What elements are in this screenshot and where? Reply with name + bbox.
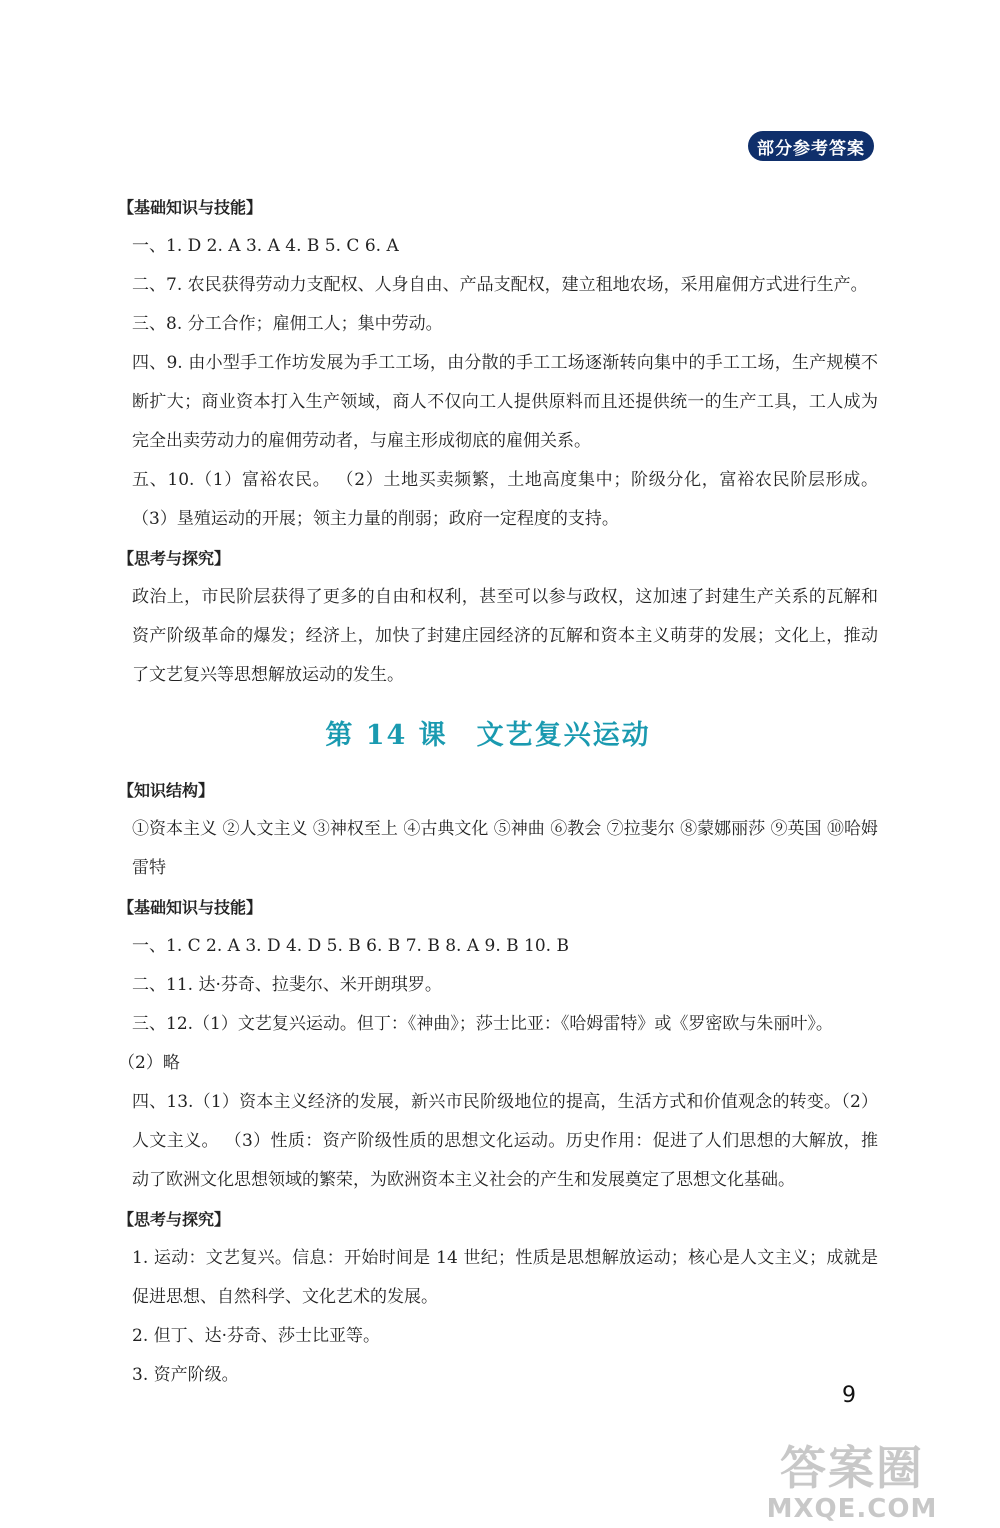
- section-heading: 【思考与探究】: [118, 1210, 231, 1229]
- page-number: 9: [842, 1383, 856, 1408]
- answer-paragraph: 四、9. 由小型手工作坊发展为手工工场，由分散的手工工场逐渐转向集中的手工工场，生产规模不断扩大；商业资本打入生产领域，商人不仅向工人提供原料而且还提供统一的生产工具，工人成为完全出卖劳动力的雇佣劳动者，与雇主形成彻底的雇佣关系。: [132, 353, 878, 451]
- section-heading: 【知识结构】: [118, 781, 215, 800]
- section-heading: 【基础知识与技能】: [118, 898, 263, 917]
- watermark-glyphs: 答案圈: [780, 1441, 924, 1495]
- answer-line: 二、7. 农民获得劳动力支配权、人身自由、产品支配权，建立租地农场，采用雇佣方式进行生产。: [132, 275, 868, 295]
- answer-paragraph: 五、10.（1）富裕农民。 （2）土地买卖频繁，土地高度集中；阶级分化，富裕农民阶层形成。 （3）垦殖运动的开展；领主力量的削弱；政府一定程度的支持。: [132, 470, 878, 529]
- answer-line: 一、1. C 2. A 3. D 4. D 5. B 6. B 7. B 8. A 9. B 10. B: [132, 936, 569, 956]
- answer-line: 三、12.（1）文艺复兴运动。但丁：《神曲》；莎士比亚：《哈姆雷特》或《罗密欧与朱丽叶》。: [132, 1014, 833, 1034]
- section-heading: 【基础知识与技能】: [118, 198, 263, 217]
- answer-paragraph: 1. 运动：文艺复兴。信息：开始时间是 14 世纪；性质是思想解放运动；核心是人文主义；成就是促进思想、自然科学、文化艺术的发展。: [132, 1248, 878, 1307]
- watermark-url: MXQE.COM: [766, 1494, 938, 1524]
- answer-line: 一、1. D 2. A 3. A 4. B 5. C 6. A: [132, 236, 399, 256]
- answer-line: 3. 资产阶级。: [132, 1365, 239, 1385]
- answer-line: 三、8. 分工合作；雇佣工人；集中劳动。: [132, 314, 443, 334]
- answer-line: 二、11. 达·芬奇、拉斐尔、米开朗琪罗。: [132, 975, 442, 995]
- answer-paragraph: ①资本主义 ②人文主义 ③神权至上 ④古典文化 ⑤神曲 ⑥教会 ⑦拉斐尔 ⑧蒙娜丽莎 ⑨英国 ⑩哈姆雷特: [132, 819, 878, 878]
- answer-paragraph: 四、13.（1）资本主义经济的发展，新兴市民阶级地位的提高，生活方式和价值观念的转变。（2）人文主义。 （3）性质：资产阶级性质的思想文化运动。历史作用：促进了人们思想的大解放，推动了欧洲文化思想领域的繁荣，为欧洲资本主义社会的产生和发展奠定了思想文化基础。: [132, 1092, 878, 1190]
- section-badge: 部分参考答案: [748, 131, 874, 161]
- lesson-title: 第 14 课 文艺复兴运动: [325, 720, 651, 751]
- page-content: [98, 188, 878, 1395]
- answer-paragraph: 政治上，市民阶层获得了更多的自由和权利，甚至可以参与政权，这加速了封建生产关系的瓦解和资产阶级革命的爆发；经济上，加快了封建庄园经济的瓦解和资本主义萌芽的发展；文化上，推动了文艺复兴等思想解放运动的发生。: [132, 587, 878, 685]
- answer-line: （2）略: [118, 1053, 180, 1073]
- watermark-logo: [736, 1442, 968, 1526]
- answer-line: 2. 但丁、达·芬奇、莎士比亚等。: [132, 1326, 381, 1346]
- section-heading: 【思考与探究】: [118, 549, 231, 568]
